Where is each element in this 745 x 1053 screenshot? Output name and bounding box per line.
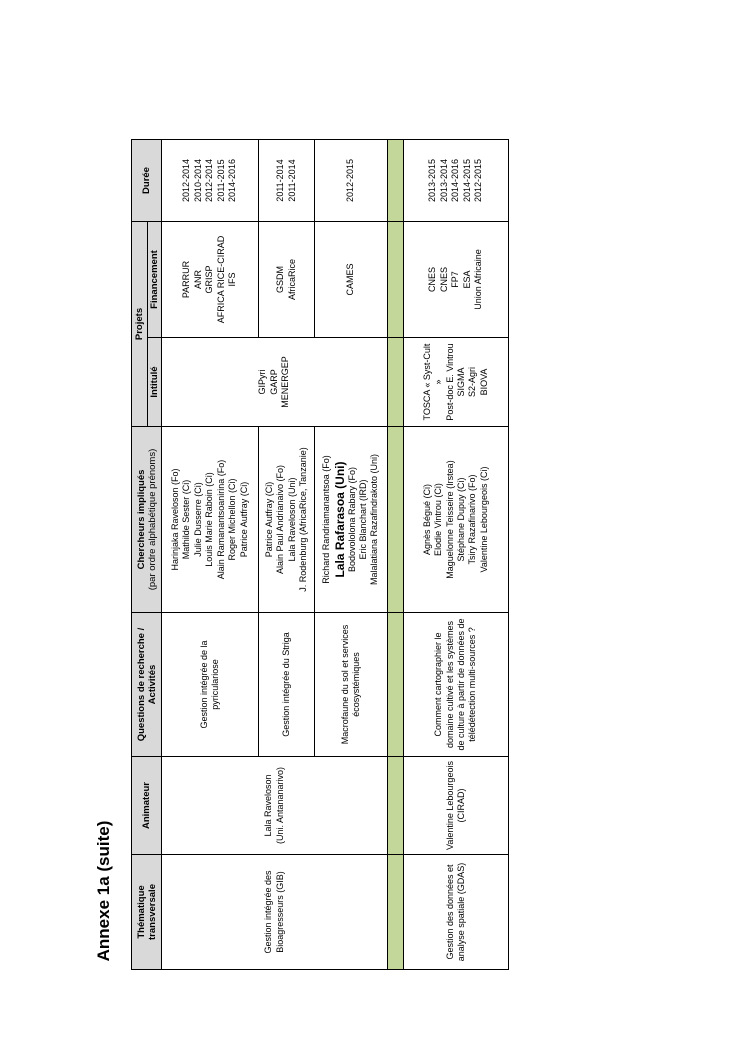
chercheurs-cell	[259, 427, 315, 613]
chercheur: Roger Michellon (Ci)	[227, 478, 238, 561]
duree-item: 2011-2014	[275, 159, 286, 202]
chercheur: Lala Raveloson (Uni)	[286, 477, 297, 562]
chercheur-principal: Lala Rafarasoa (Uni)	[332, 461, 347, 578]
header-chercheurs-label: Chercheurs impliqués	[135, 469, 147, 570]
duree-item: 2014-2015	[461, 158, 472, 203]
section-separator	[388, 140, 404, 970]
duree-item: 2012-2014	[181, 158, 192, 203]
gib-animateur-name: Lala Raveloson	[263, 774, 274, 837]
chercheur: Valentine Lebourgeois (Ci)	[478, 466, 489, 573]
chercheur: Richard Randriamanantsoa (Fo)	[321, 455, 332, 584]
gdas-thematique-cell: Gestion des données et analyse spatiale (GDAS)	[404, 855, 509, 970]
chercheur: Agnès Bégué (Ci)	[421, 483, 432, 556]
header-thematique: Thématique transversale	[132, 855, 162, 970]
chercheurs-cell	[315, 427, 388, 613]
header-intitule: Intitulé	[148, 338, 162, 427]
header-row-top	[132, 140, 148, 970]
duree-item: 2014-2016	[450, 158, 461, 203]
research-table	[131, 139, 509, 970]
duree-item: 2012-2015	[473, 158, 484, 203]
question-cell: Gestion intégrée du Striga	[259, 613, 315, 757]
rotated-table-container	[131, 140, 508, 970]
chercheur: Mathilde Sester (Ci)	[181, 479, 192, 560]
duree-item: 2011-2014	[286, 159, 297, 202]
gib-animateur-org: (Uni. Antananarivo)	[274, 766, 285, 845]
gib-thematique-cell: Gestion intégrée des Bioagresseurs (GIB)	[162, 855, 388, 970]
header-projets: Projets	[132, 222, 148, 427]
intitule-cell	[404, 338, 509, 427]
duree-cell	[315, 140, 388, 222]
duree-item: 2012-2014	[204, 158, 215, 203]
chercheur: Maguelonne Teisseire (Irstea)	[444, 460, 455, 579]
chercheur: Stéphane Dupuy (Ci)	[456, 477, 466, 562]
separator-cell	[388, 140, 404, 222]
chercheur: Louis Marie Raboin (Ci)	[204, 472, 215, 567]
chercheur: Bodovololona Rabary (Fo)	[346, 466, 357, 573]
header-duree: Durée	[132, 140, 162, 222]
intitule-item: Post-doc E. Vintrou	[444, 343, 455, 421]
gib-animateur-cell	[162, 757, 388, 855]
separator-cell	[388, 757, 404, 855]
table-row-gdas	[404, 140, 509, 970]
chercheur: Tsiry Razafinarivo (Fo)	[467, 474, 478, 565]
intitule-cell	[162, 338, 388, 427]
header-financement: Financement	[148, 222, 162, 338]
financement-cell	[259, 222, 315, 338]
separator-cell	[388, 855, 404, 970]
separator-cell	[388, 222, 404, 338]
intitule-item: MENERGEP	[280, 356, 291, 408]
financement-item: ANR	[192, 270, 203, 290]
duree-item: 2013-2014	[438, 158, 449, 203]
intitule-item: BIOVA	[478, 368, 489, 396]
gdas-animateur-cell: Valentine Lebourgeois (CIRAD)	[404, 757, 509, 855]
duree-item: 2011-2015	[215, 159, 226, 202]
financement-item: FP7	[450, 271, 461, 288]
financement-item: ESA	[461, 270, 472, 289]
question-cell: Comment cartographier le domaine cultivé et les systèmes de culture à partir de données de télédétection multi-sources ?	[404, 613, 509, 757]
separator-cell	[388, 613, 404, 757]
separator-cell	[388, 338, 404, 427]
financement-item: CNES	[438, 267, 449, 293]
question-cell: Macrofaune du sol et services écosystémiques	[315, 613, 388, 757]
financement-item: PARRUR	[181, 260, 192, 299]
financement-item: Union Africaine	[473, 249, 484, 310]
question-cell: Gestion intégrée de la pyriculariose	[162, 613, 259, 757]
financement-item: GSDM	[275, 266, 286, 293]
chercheur: Alain Ramanantsoanirina (Fo)	[215, 459, 226, 580]
chercheur: J. Rodenburg (AfricaRice, Tanzanie)	[297, 447, 308, 592]
chercheur: Harinjaka Raveloson (Fo)	[170, 468, 181, 571]
financement-item: AfricaRice	[286, 259, 297, 301]
separator-cell	[388, 427, 404, 613]
financement-item: IFS	[227, 272, 238, 287]
chercheur: Patrice Autfray (Ci)	[263, 481, 274, 558]
duree-item: 2010-2014	[192, 158, 203, 203]
financement-item: GRISP	[204, 265, 215, 294]
table-row-gib-pyriculariose	[162, 140, 259, 970]
chercheur: Patrice Autfray (Ci)	[238, 481, 249, 558]
chercheur: Julie Dusserre (Ci)	[192, 482, 203, 557]
intitule-item: GIPyri	[257, 369, 268, 395]
duree-cell	[404, 140, 509, 222]
intitule-item: SIGMA	[456, 367, 466, 397]
chercheur: Eric Blanchart (IRD)	[358, 479, 368, 560]
chercheurs-cell	[162, 427, 259, 613]
chercheur: Alain Paul Andrianaivo (Fo)	[275, 464, 286, 575]
header-chercheurs-note: (par ordre alphabétique prénoms)	[146, 448, 158, 591]
financement-item: CNES	[427, 267, 438, 293]
intitule-item: TOSCA « Syst-Cult »	[421, 343, 444, 421]
chercheur: Malalatiana Razafindrakoto (Uni)	[369, 453, 380, 586]
duree-item: 2014-2016	[227, 158, 238, 203]
page-title: Annexe 1a (suite)	[94, 820, 113, 962]
financement-cell	[404, 222, 509, 338]
financement-cell	[162, 222, 259, 338]
duree-cell	[259, 140, 315, 222]
header-chercheurs	[132, 427, 162, 613]
header-animateur: Animateur	[132, 757, 162, 855]
financement-item: AFRICA RICE-CIRAD	[215, 235, 226, 324]
duree-cell	[162, 140, 259, 222]
chercheur: Elodie Vintrou (Ci)	[433, 483, 444, 556]
chercheurs-cell	[404, 427, 509, 613]
financement-cell	[315, 222, 388, 338]
duree-item: 2013-2015	[427, 158, 438, 203]
duree-item: 2012-2015	[345, 158, 356, 203]
header-questions: Questions de recherche / Activités	[132, 613, 162, 757]
intitule-item: S2-Agri	[467, 367, 478, 398]
financement-item: CAMES	[345, 263, 356, 296]
intitule-item: GARP	[268, 369, 279, 395]
